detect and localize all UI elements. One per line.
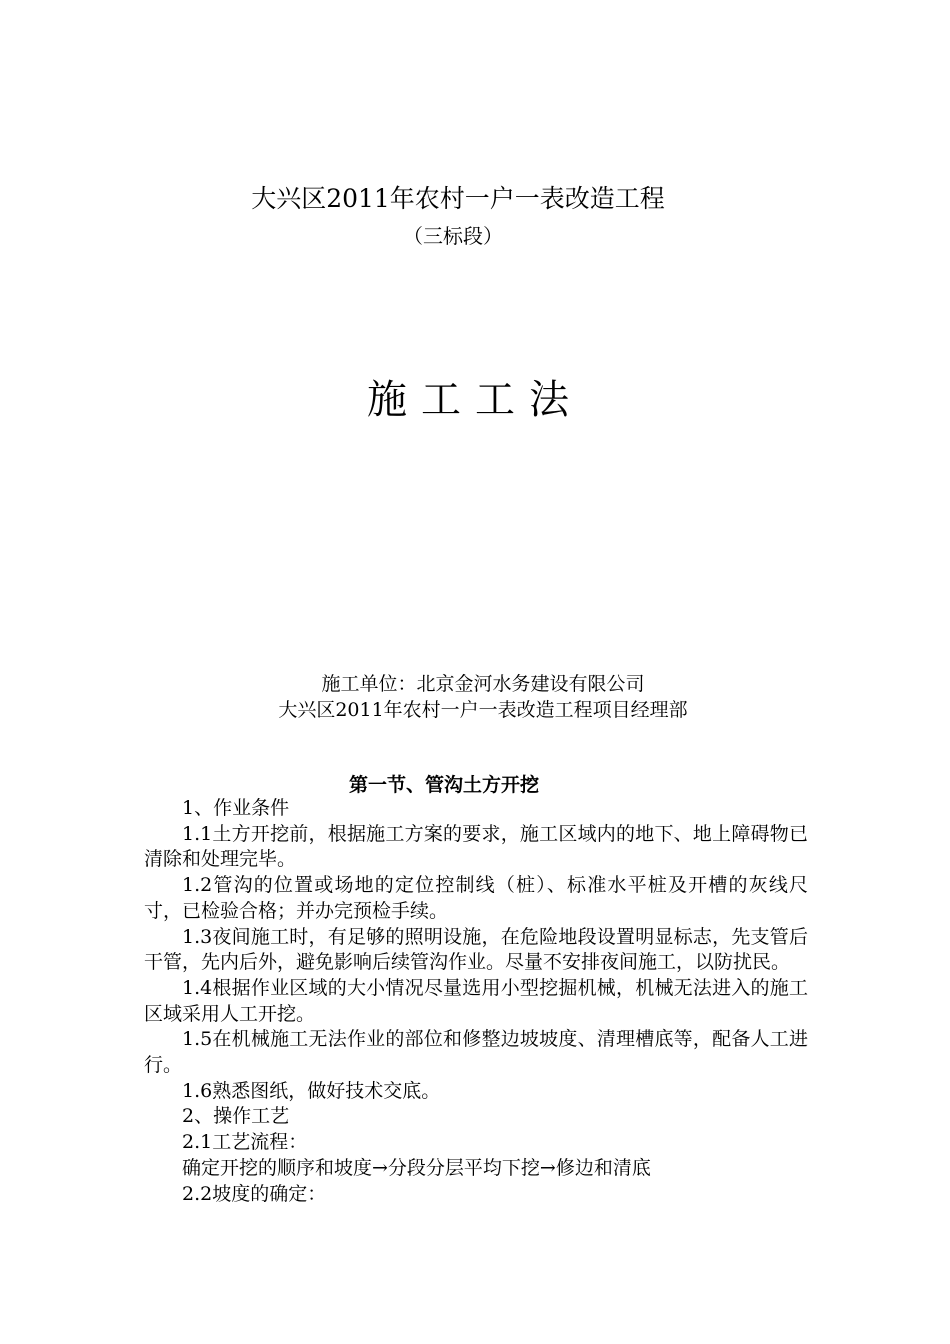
section-body [144, 796, 808, 1207]
paragraph: 2.2坡度的确定： [182, 1182, 327, 1205]
document-title: 大兴区2011年农村一户一表改造工程 [251, 184, 665, 213]
paragraph: 1.1土方开挖前，根据施工方案的要求，施工区域内的地下、地上障碍物已清除和处理完毕。 [144, 822, 808, 871]
paragraph: 1、作业条件 [182, 797, 290, 819]
paragraph: 2.1工艺流程： [182, 1131, 308, 1154]
paragraph: 1.2管沟的位置或场地的定位控制线（桩）、标准水平桩及开槽的灰线尺寸，已检验合格；并办完预检手续。 [144, 874, 808, 922]
paragraph: 确定开挖的顺序和坡度→分段分层平均下挖→修边和清底 [182, 1156, 651, 1179]
section-title: 第一节、管沟土方开挖 [348, 774, 539, 796]
paragraph: 1.4根据作业区域的大小情况尽量选用小型挖掘机械，机械无法进入的施工区域采用人工开挖。 [144, 976, 808, 1025]
paragraph: 1.5在机械施工无法作业的部位和修整边坡坡度、清理槽底等，配备人工进行。 [144, 1028, 808, 1077]
construction-unit-line: 施工单位：北京金河水务建设有限公司 [321, 673, 645, 695]
document-subtitle: （三标段） [403, 224, 503, 248]
paragraph: 1.3夜间施工时，有足够的照明设施，在危险地段设置明显标志，先支管后干管，先内后外，避免影响后续管沟作业。尽量不安排夜间施工，以防扰民。 [144, 925, 808, 974]
project-department-line: 大兴区2011年农村一户一表改造工程项目经理部 [278, 699, 688, 721]
document-heading: 施工工法 [367, 377, 583, 423]
paragraph: 2、操作工艺 [182, 1105, 290, 1128]
paragraph: 1.6熟悉图纸，做好技术交底。 [182, 1079, 441, 1102]
